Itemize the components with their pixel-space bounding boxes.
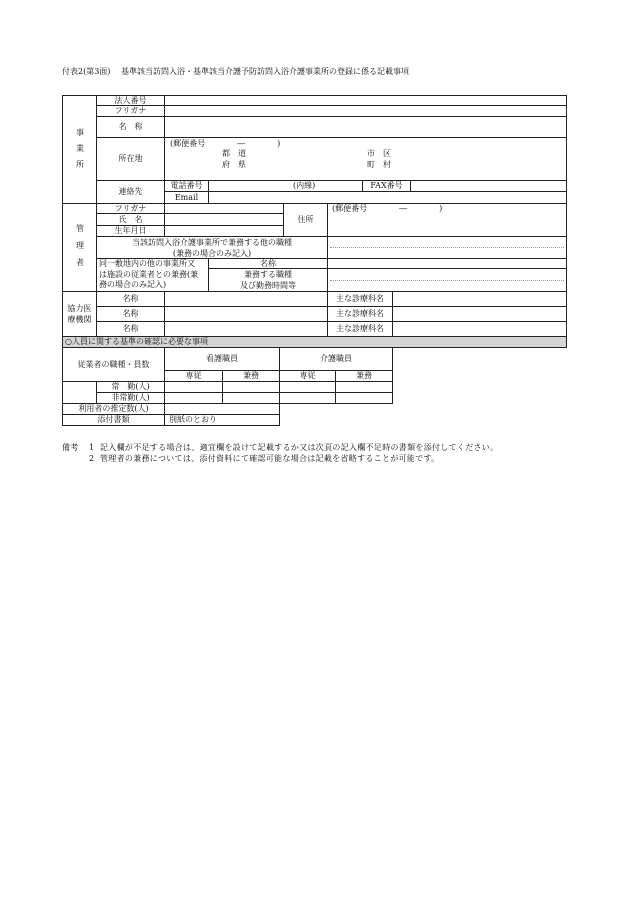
medical-section-label-line: 療機関 [67,315,92,324]
city-label-top: 市 区 [367,149,391,158]
manager-furigana-label: フリガナ [96,203,165,214]
medical-dept-label: 主な診療科名 [327,306,393,322]
part-time-care-concurrent-field[interactable] [335,392,393,404]
manager-address-label: 住所 [283,203,328,237]
nursing-staff-header: 看護職員 [164,347,280,371]
fax-label: FAX番号 [362,180,411,192]
medical-section-label [62,291,97,337]
medical-name-label: 名称 [96,321,165,337]
manager-section-label [62,203,97,292]
concurrent-duty-label-line: 当該訪問入浴介護事業所で兼務する他の職種 [132,237,292,247]
form-number: 付表2(第3面) [62,67,111,76]
extension-label: (内線) [293,181,316,190]
concurrent-duty-field[interactable] [327,236,567,259]
medical-dept-label: 主な診療科名 [327,321,393,337]
staff-type-count-label: 従業者の職種・員数 [62,347,165,382]
other-site-role-hours-field[interactable] [327,268,567,292]
staffing-section-heading: ○人員に関する基準の確認に必要な事項 [62,336,567,348]
note-number: 1 [89,443,95,452]
corp-number-label: 法人番号 [96,95,165,106]
other-site-role-hours-label [208,268,328,292]
office-section-label-text: 事業所 [75,127,85,176]
office-name-field[interactable] [164,116,567,138]
medical-dept-field[interactable] [392,306,567,322]
office-section-label [62,95,97,204]
other-site-duty-label [96,258,209,292]
medical-name-field[interactable] [164,291,328,307]
medical-dept-field[interactable] [392,321,567,337]
manager-birthdate-label: 生年月日 [96,225,165,237]
note-text: 記入欄が不足する場合は、適宜欄を設けて記載するか又は次頁の記入欄不足時の書類を添付してください。 [100,443,499,452]
medical-dept-label: 主な診療科名 [327,291,393,307]
notes-label: 備考 [62,443,79,452]
part-time-care-dedicated-field[interactable] [279,392,336,404]
note-text: 管理者の兼務については、添付資料にて確認可能な場合は記載を省略することが可能です。 [100,454,440,463]
medical-name-field[interactable] [164,306,328,322]
medical-section-label-line: 協力医 [67,304,92,313]
office-name-label: 名 称 [96,116,165,138]
medical-name-field[interactable] [164,321,328,337]
manager-name-label: 氏 名 [96,213,165,226]
office-postal-code: (郵便番号 ― ) [170,139,281,148]
employment-type-blank [62,381,97,404]
care-staff-header: 介護職員 [279,347,393,371]
medical-name-label: 名称 [96,306,165,322]
note-number: 2 [89,454,95,463]
other-site-duty-label-line: は施設の従業者との兼務(兼 [99,269,199,279]
concurrent-duty-label [96,236,328,259]
email-label: Email [164,191,209,204]
prefecture-label-top: 都 道 [222,149,246,158]
attachments-value: 別紙のとおり [164,414,280,426]
contact-label: 連絡先 [96,180,165,204]
other-site-role-hours-label-line: 兼務する職種 [244,270,292,279]
attachments-label: 添付書類 [62,414,165,426]
care-dedicated-header: 専従 [279,370,336,382]
full-time-label: 常 勤(人) [96,381,165,393]
nursing-dedicated-header: 専従 [164,370,223,382]
office-address-field[interactable] [164,137,567,181]
other-site-name-label: 名称 [208,258,328,269]
medical-dept-field[interactable] [392,291,567,307]
office-address-label: 所在地 [96,137,165,181]
part-time-label: 非常勤(人) [96,392,165,404]
dotted-divider [330,247,564,248]
city-label-bottom: 町 村 [367,160,391,169]
nursing-concurrent-header: 兼務 [222,370,280,382]
prefecture-label-bottom: 府 県 [222,160,246,169]
dotted-divider [330,280,564,281]
manager-address-field[interactable] [327,203,567,237]
medical-name-label: 名称 [96,291,165,307]
manager-section-label-text: 管理者 [75,224,85,275]
other-site-role-hours-label-line: 及び勤務時間等 [240,281,296,290]
page-title: 基準該当訪問入浴・基準該当介護予防訪問入浴介護事業所の登録に係る記載事項 [121,67,409,76]
concurrent-duty-label-line: (兼務の場合のみ記入) [172,248,252,258]
other-site-duty-label-line: 務の場合のみ記入) [99,280,167,290]
other-site-duty-label-line: 同一敷地内の他の事業所又 [99,259,195,269]
office-furigana-label: フリガナ [96,105,165,117]
manager-postal-code: (郵便番号 ― ) [332,204,443,213]
estimated-users-label: 利用者の推定数(人) [62,403,165,415]
phone-label: 電話番号 [164,180,209,192]
care-concurrent-header: 兼務 [335,370,393,382]
